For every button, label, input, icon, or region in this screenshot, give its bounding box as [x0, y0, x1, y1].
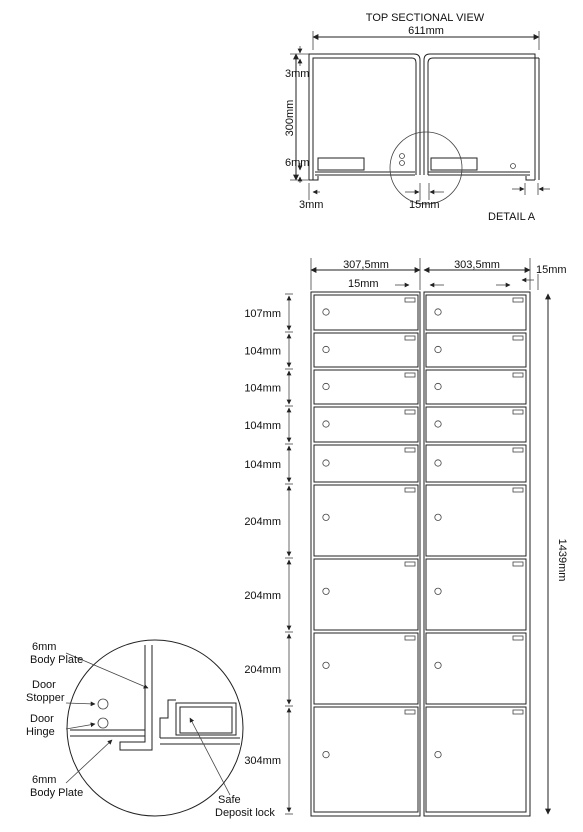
drawer-label-tab: [513, 562, 523, 566]
side-gap-label: 15mm: [536, 264, 567, 276]
drawer-label-tab: [513, 710, 523, 714]
plate-top-label: 6mm Body Plate: [30, 641, 84, 666]
bottom-left-label: 3mm: [299, 199, 324, 211]
keyhole-icon: [435, 662, 441, 668]
keyhole-icon: [323, 514, 329, 520]
drawer-door: [314, 707, 418, 812]
drawer-label-tab: [513, 488, 523, 492]
keyhole-icon: [435, 751, 441, 757]
drawer-label-tab: [513, 298, 523, 302]
lock-label: Safe Deposit lock: [215, 794, 275, 819]
front-view: [244, 258, 568, 816]
drawer-label-tab: [405, 373, 415, 377]
top-thickness-label: 3mm: [285, 68, 310, 80]
drawer-door: [314, 559, 418, 630]
keyhole-icon: [323, 309, 329, 315]
drawer-door: [426, 707, 526, 812]
gap-label: 15mm: [409, 199, 440, 211]
drawer-door: [314, 333, 418, 367]
right-width-label: 303,5mm: [454, 259, 500, 271]
drawer-label-tab: [405, 488, 415, 492]
drawer-label-tab: [513, 448, 523, 452]
drawer-label-tab: [513, 636, 523, 640]
row-height-label: 304mm: [244, 755, 281, 767]
row-height-label: 204mm: [244, 516, 281, 528]
row-height-label: 104mm: [244, 459, 281, 471]
drawer-label-tab: [405, 448, 415, 452]
detail-circle: [67, 640, 243, 816]
drawer-door: [314, 633, 418, 704]
door-hinge-icon: [98, 718, 108, 728]
body-plate: [120, 645, 152, 750]
plate-label: 6mm: [285, 157, 310, 169]
drawer-door: [314, 407, 418, 442]
plate-bottom-label: 6mm Body Plate: [30, 774, 84, 799]
drawer-door: [426, 559, 526, 630]
drawer-door: [426, 485, 526, 556]
total-height-label: 1439mm: [556, 538, 568, 582]
keyhole-icon: [435, 421, 441, 427]
drawer-label-tab: [405, 710, 415, 714]
row-height-label: 107mm: [244, 308, 281, 320]
drawer-label-tab: [513, 410, 523, 414]
drawer-label-tab: [405, 336, 415, 340]
depth-label: 300mm: [284, 99, 296, 137]
drawer-label-tab: [405, 410, 415, 414]
front-gap-label: 15mm: [348, 278, 379, 290]
drawer-label-tab: [513, 336, 523, 340]
keyhole-icon: [435, 383, 441, 389]
drawer-label-tab: [513, 373, 523, 377]
top-view-title: TOP SECTIONAL VIEW: [365, 12, 485, 24]
top-lock-left: [318, 158, 364, 170]
row-height-label: 104mm: [244, 382, 281, 395]
row-height-label: 204mm: [244, 590, 281, 602]
detail-a-label: DETAIL A: [488, 211, 536, 223]
keyhole-icon: [435, 588, 441, 594]
keyhole-icon: [323, 460, 329, 466]
drawer-door: [314, 370, 418, 404]
left-width-label: 307,5mm: [343, 259, 389, 271]
drawer-door: [314, 445, 418, 482]
door-stopper-icon: [98, 699, 108, 709]
row-height-label: 104mm: [244, 345, 281, 358]
stopper-label: Door Stopper: [26, 679, 65, 704]
top-sectional-view: [284, 12, 550, 223]
drawer-label-tab: [405, 562, 415, 566]
top-lock-right: [431, 158, 477, 170]
keyhole-icon: [435, 460, 441, 466]
keyhole-icon: [435, 309, 441, 315]
keyhole-icon: [323, 421, 329, 427]
keyhole-icon: [323, 662, 329, 668]
keyhole-icon: [435, 346, 441, 352]
keyhole-icon: [323, 751, 329, 757]
keyhole-icon: [435, 514, 441, 520]
safe-lock: [176, 703, 236, 735]
drawer-door: [314, 295, 418, 330]
keyhole-icon: [323, 383, 329, 389]
detail-a-view: [26, 640, 275, 819]
row-height-label: 204mm: [244, 664, 281, 676]
right-column-frame: [424, 292, 530, 816]
left-column-frame: [311, 292, 420, 816]
keyhole-icon: [323, 346, 329, 352]
drawer-door: [426, 633, 526, 704]
width-label: 611mm: [408, 25, 444, 37]
drawer-label-tab: [405, 298, 415, 302]
keyhole-icon: [323, 588, 329, 594]
detail-a-circle: [390, 132, 462, 204]
drawer-door: [314, 485, 418, 556]
hinge-label: Door Hinge: [26, 713, 55, 738]
drawer-label-tab: [405, 636, 415, 640]
row-height-label: 104mm: [244, 420, 281, 432]
